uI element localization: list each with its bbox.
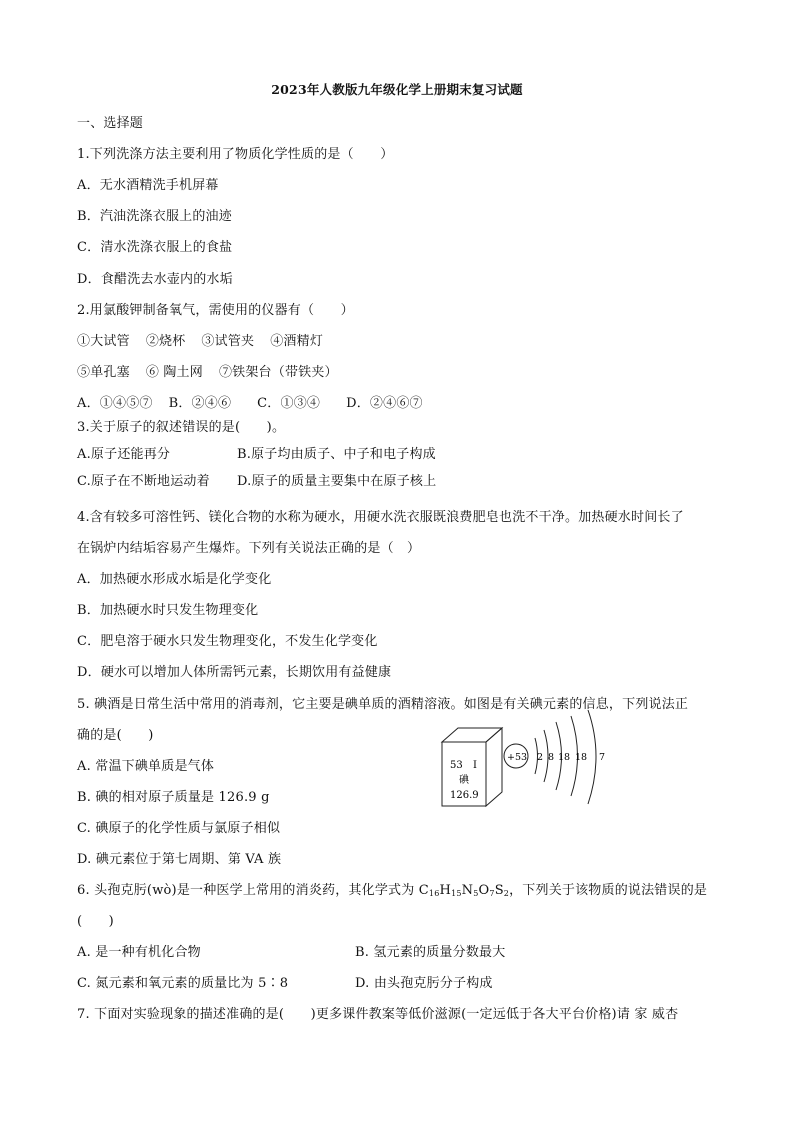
q2-option-c: C．①③④ — [257, 396, 321, 411]
q4-option-b: B．加热硬水时只发生物理变化 — [77, 603, 259, 618]
q1-option-d: D．食醋洗去水壶内的水垢 — [77, 272, 233, 287]
formula-el: O — [478, 883, 490, 898]
q6-options-row2 — [77, 976, 493, 992]
q3-options-row1 — [77, 447, 436, 463]
iodine-figure-svg — [436, 710, 636, 810]
formula-sub: 15 — [451, 889, 462, 898]
q2-items-row1 — [77, 334, 323, 350]
q3-stem: 3.关于原子的叙述错误的是( )。 — [77, 420, 286, 435]
q2-item: ⑦铁架台（带铁夹） — [218, 365, 338, 380]
atomic-number: 53 — [450, 760, 463, 771]
q3-options-row2 — [77, 474, 437, 490]
q5-option-c: C. 碘原子的化学性质与氯原子相似 — [77, 821, 281, 836]
element-name: 碘 — [459, 775, 469, 786]
q1-stem: 1.下列洗涤方法主要利用了物质化学性质的是（ ） — [77, 147, 394, 162]
electron-shell-5 — [588, 710, 596, 804]
page-title: 2023年人教版九年级化学上册期末复习试题 — [271, 82, 523, 97]
q2-item: ④酒精灯 — [270, 334, 324, 349]
q6-stem-post: ，下列关于该物质的说法错误的是 — [509, 883, 708, 898]
q1-option-a: A．无水酒精洗手机屏幕 — [77, 178, 219, 193]
shell-electrons-4: 18 — [575, 752, 588, 763]
shell-electrons-1: 2 — [537, 752, 544, 763]
q4-stem-line1: 4.含有较多可溶性钙、镁化合物的水称为硬水，用硬水洗衣服既浪费肥皂也洗不干净。加热硬水时间长了 — [77, 510, 684, 525]
shell-electrons-5: 7 — [599, 752, 606, 763]
q4-option-a: A．加热硬水形成水垢是化学变化 — [77, 572, 272, 587]
q6-option-b: B. 氢元素的质量分数最大 — [355, 945, 506, 960]
iodine-element-figure — [436, 710, 636, 810]
q3-option-b: B.原子均由质子、中子和电子构成 — [237, 447, 436, 462]
q6-options-row1 — [77, 945, 506, 961]
q7-stem: 7. 下面对实验现象的描述准确的是( )更多课件教案等低价滋源(一定远低于各大平台价格)请 家 威杏 — [77, 1007, 679, 1022]
q2-option-b: B．②④⑥ — [168, 396, 232, 411]
q5-option-a: A. 常温下碘单质是气体 — [77, 759, 215, 774]
element-card-side — [486, 728, 502, 806]
q1-option-c: C．清水洗涤衣服上的食盐 — [77, 240, 233, 255]
q6-option-d: D. 由头孢克肟分子构成 — [355, 976, 493, 991]
formula-sub: 2 — [503, 889, 510, 898]
formula-el: N — [461, 883, 474, 898]
q3-option-a: A.原子还能再分 — [77, 447, 171, 462]
q3-option-d: D.原子的质量主要集中在原子核上 — [237, 474, 437, 489]
q2-item: ③试管夹 — [201, 334, 255, 349]
q2-item: ⑥ 陶土网 — [145, 365, 203, 380]
formula-el: H — [439, 883, 452, 898]
q2-options — [77, 396, 423, 412]
q4-option-d: D．硬水可以增加人体所需钙元素，长期饮用有益健康 — [77, 665, 392, 680]
element-card-top — [442, 728, 502, 742]
q1-option-b: B．汽油洗涤衣服上的油迹 — [77, 209, 232, 224]
q6-option-a: A. 是一种有机化合物 — [77, 945, 201, 960]
formula-el: S — [494, 883, 504, 898]
q3-option-c: C.原子在不断地运动着 — [77, 474, 210, 489]
shell-electrons-2: 8 — [548, 752, 555, 763]
nucleus-charge: +53 — [507, 752, 528, 763]
q2-item: ①大试管 — [77, 334, 130, 349]
q6-stem-line1 — [77, 883, 707, 899]
q4-option-c: C．肥皂溶于硬水只发生物理变化，不发生化学变化 — [77, 634, 378, 649]
q5-stem-line2: 确的是( ) — [77, 728, 154, 743]
q2-items-row2 — [77, 365, 338, 381]
shell-electrons-3: 18 — [558, 752, 571, 763]
section-heading: 一、选择题 — [77, 116, 144, 131]
q6-option-c: C. 氮元素和氧元素的质量比为 5∶8 — [77, 976, 289, 991]
q2-option-a: A．①④⑤⑦ — [77, 396, 153, 411]
q6-stem-pre: 6. 头孢克肟(wò)是一种医学上常用的消炎药，其化学式为 C — [77, 883, 429, 898]
formula-sub: 7 — [489, 889, 495, 898]
q2-item: ②烧杯 — [145, 334, 186, 349]
atomic-mass: 126.9 — [450, 790, 479, 801]
formula-sub: 16 — [428, 889, 440, 898]
q2-option-d: D．②④⑥⑦ — [346, 396, 423, 411]
q2-item: ⑤单孔塞 — [77, 365, 130, 380]
q6-stem-line2: ( ) — [77, 914, 114, 929]
element-symbol: I — [473, 760, 477, 771]
q5-option-d: D. 碘元素位于第七周期、第 VA 族 — [77, 852, 282, 867]
q5-option-b: B. 碘的相对原子质量是 126.9 g — [77, 790, 270, 805]
q2-stem: 2.用氯酸钾制备氧气，需使用的仪器有（ ） — [77, 303, 354, 318]
formula-sub: 5 — [473, 889, 479, 898]
q5-stem-line1: 5. 碘酒是日常生活中常用的消毒剂，它主要是碘单质的酒精溶液。如图是有关碘元素的信息，下列说法正 — [77, 697, 689, 712]
q4-stem-line2: 在锅炉内结垢容易产生爆炸。下列有关说法正确的是（ ） — [77, 541, 421, 556]
